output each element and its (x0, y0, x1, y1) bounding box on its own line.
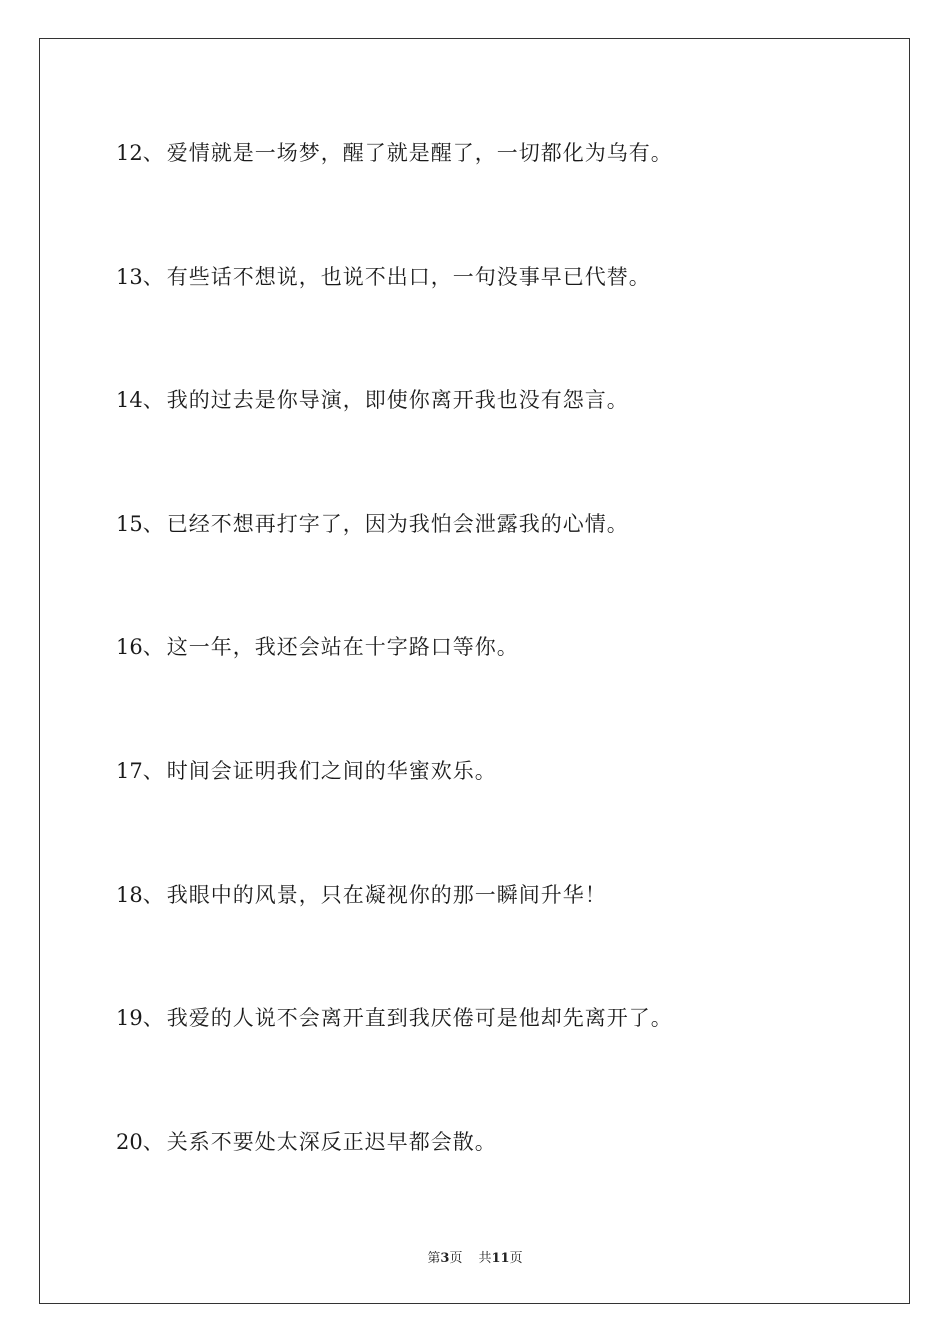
page-total-number: 11 (491, 1251, 510, 1266)
item-text: 有些话不想说，也说不出口，一句没事早已代替。 (166, 264, 651, 289)
item-separator: 、 (142, 758, 165, 783)
item-separator: 、 (142, 511, 165, 536)
item-number: 12 (116, 141, 143, 165)
item-separator: 、 (142, 882, 165, 907)
total-prefix: 共 (478, 1251, 492, 1266)
quote-list (116, 133, 876, 1245)
item-text: 爱情就是一场梦，醒了就是醒了，一切都化为乌有。 (166, 141, 673, 165)
list-item (116, 1122, 876, 1246)
item-text: 我眼中的风景，只在凝视你的那一瞬间升华！ (166, 882, 607, 907)
page-suffix: 页 (449, 1251, 463, 1266)
total-suffix: 页 (509, 1251, 523, 1266)
list-item (116, 751, 876, 875)
list-item (116, 627, 876, 751)
item-number: 15 (116, 511, 143, 536)
item-text: 时间会证明我们之间的华蜜欢乐。 (166, 758, 497, 783)
item-text: 已经不想再打字了，因为我怕会泄露我的心情。 (166, 511, 629, 536)
list-item (116, 257, 876, 381)
item-text: 我的过去是你导演，即使你离开我也没有怨言。 (166, 388, 629, 413)
item-number: 17 (116, 758, 143, 783)
item-text: 关系不要处太深反正迟早都会散。 (166, 1129, 497, 1154)
list-item (116, 133, 876, 257)
item-separator: 、 (142, 635, 165, 660)
item-separator: 、 (142, 388, 165, 413)
page-prefix: 第 (427, 1251, 441, 1266)
item-number: 19 (116, 1006, 143, 1031)
item-separator: 、 (142, 1129, 165, 1154)
list-item (116, 380, 876, 504)
item-text: 这一年，我还会站在十字路口等你。 (166, 635, 519, 660)
item-separator: 、 (142, 264, 165, 289)
item-number: 18 (116, 882, 143, 907)
page-current-number: 3 (440, 1251, 450, 1266)
list-item (116, 875, 876, 999)
item-text: 我爱的人说不会离开直到我厌倦可是他却先离开了。 (166, 1006, 673, 1031)
item-number: 13 (116, 264, 143, 289)
item-number: 14 (116, 388, 143, 413)
item-number: 20 (116, 1129, 143, 1154)
list-item (116, 504, 876, 628)
page-footer (0, 1247, 950, 1266)
item-separator: 、 (142, 141, 165, 165)
item-number: 16 (116, 635, 143, 660)
item-separator: 、 (142, 1006, 165, 1031)
list-item (116, 998, 876, 1122)
